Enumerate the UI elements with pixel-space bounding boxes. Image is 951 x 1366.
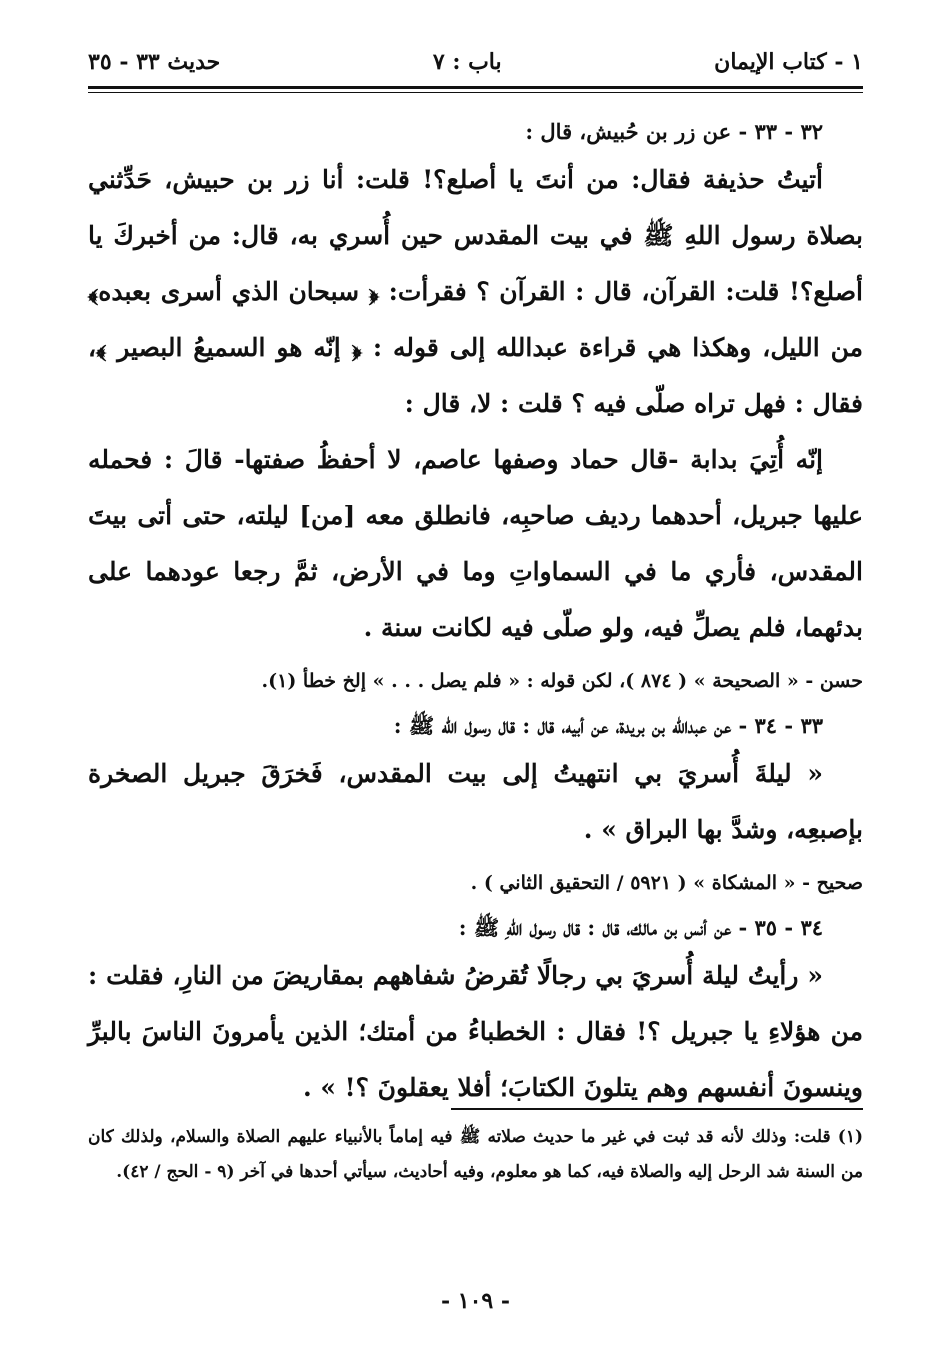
- main-content: [88, 112, 863, 1116]
- hadith-heading: ٣٣ - ٣٤ - عن عبدالله بن بريدة، عن أبيه، قال : قال رسول الله ﷺ :: [393, 713, 823, 738]
- bab-label: باب : ٧: [432, 49, 502, 75]
- hadith-range: حديث ٣٣ - ٣٥: [88, 49, 221, 75]
- hadith-heading: ٣٢ - ٣٣ - عن زر بن حُبيش، قال :: [525, 119, 823, 144]
- running-header: [88, 44, 863, 80]
- hadith-text: « رأيتُ ليلة أُسريَ بي رجالًا تُقرضُ شفاههم بمقاريضَ من النارِ، فقلت : من هؤلاءِ يا جبريل ؟! فقال : الخطباءُ من أمتك؛ الذين يأمرونَ الناسَ بالبرِّ وينسونَ أنفسهم وهم يتلونَ الكتابَ؛ أفلا يعقلونَ ؟! » .: [88, 961, 863, 1102]
- hadith-heading: ٣٤ - ٣٥ - عن أنس بن مالك، قال : قال رسول اللهِ ﷺ :: [458, 915, 823, 940]
- hadith-text: أتيتُ حذيفة فقال: من أنتَ يا أصلع؟! قلت: أنا زر بن حبيش، حَدِّثني بصلاة رسول اللهِ ﷺ في بيت المقدس حين أُسري به، قال: من أخبركَ يا أصلع؟! قلت: القرآن، قال : القرآن ؟ فقرأت: ﴿ سبحان الذي أسرى بعبده﴾ من الليل، وهكذا هي قراءة عبدالله إلى قوله : ﴿ إنّه هو السميعُ البصير ﴾، فقال : فهل تراه صلّى فيه ؟ قلت : لا، قال :: [88, 165, 863, 418]
- hadith-grade: صحيح - « المشكاة » ( ٥٩٢١ / التحقيق الثاني ) .: [470, 872, 863, 894]
- footnote-separator: [451, 1108, 863, 1110]
- hadith-text: « ليلةَ أُسريَ بي انتهيتُ إلى بيت المقدس، فَخرَقَ جبريل الصخرة بإصبعِه، وشدَّ بها البراق » .: [88, 759, 863, 844]
- chapter-title: ١ - كتاب الإيمان: [714, 49, 863, 75]
- hadith-grade: حسن - « الصحيحة » ( ٨٧٤ )، لكن قوله : « فلم يصل . . . » إلخ خطأ (١).: [261, 670, 863, 692]
- page-number: - ١٠٩ -: [440, 1288, 511, 1314]
- header-rule: [88, 86, 863, 93]
- footnote: (١) قلت: وذلك لأنه قد ثبت في غير ما حديث صلاته ﷺ فيه إماماً بالأنبياء عليهم الصلاة والسلام، ولذلك كان من السنة شد الرحل إليه والصلاة فيه، كما هو معلوم، وفيه أحاديث، سيأتي أحدها في آخر (٩ - الحج / ٤٢).: [88, 1127, 863, 1182]
- hadith-text: إنّه أُتِيَ بدابة -قال حماد وصفها عاصم، لا أحفظُ صفتها- قالَ : فحمله عليها جبريل، أحدهما رديف صاحبِه، فانطلق معه [من] ليلته، حتى أتى بيتَ المقدس، فأري ما في السماواتِ وما في الأرض، ثمَّ رجعا عودهما على بدئهما، فلم يصلِّ فيه، ولو صلّى فيه لكانت سنة .: [88, 445, 863, 642]
